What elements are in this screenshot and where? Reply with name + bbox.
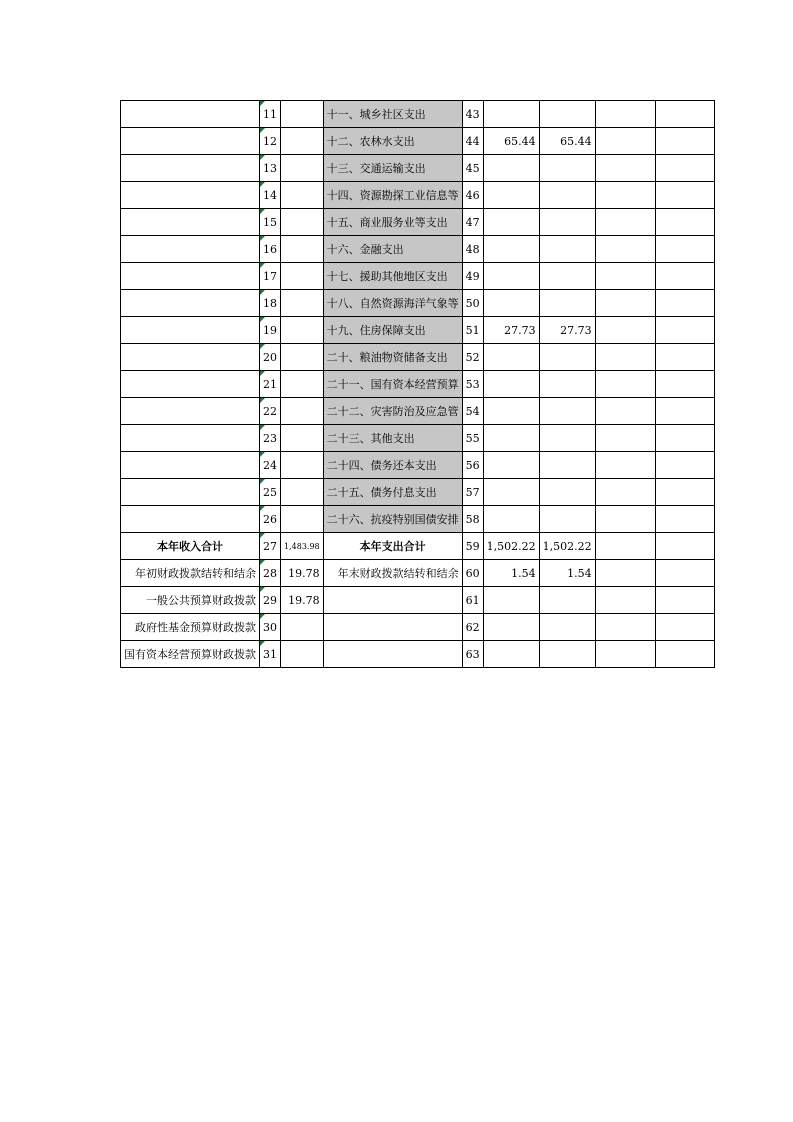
- expense-fund-budget-cell: [595, 533, 655, 560]
- income-line-number: 31: [260, 641, 281, 668]
- income-amount-cell: [281, 344, 324, 371]
- table-row: [121, 317, 715, 344]
- expense-total-cell: [483, 614, 539, 641]
- expense-line-number: 62: [462, 614, 483, 641]
- income-line-number: 27: [260, 533, 281, 560]
- expense-total-cell: [483, 587, 539, 614]
- expense-total-cell: [483, 641, 539, 668]
- expense-total-cell: [483, 371, 539, 398]
- income-item-cell: 本年收入合计: [121, 533, 260, 560]
- expense-total-cell: [483, 344, 539, 371]
- expense-line-number: 60: [462, 560, 483, 587]
- expense-fund-budget-cell: [595, 263, 655, 290]
- income-amount-cell: [281, 182, 324, 209]
- expense-line-number: 46: [462, 182, 483, 209]
- expense-total-cell: [483, 290, 539, 317]
- budget-table: [120, 100, 715, 668]
- income-amount-cell: [281, 317, 324, 344]
- income-amount-cell: [281, 506, 324, 533]
- expense-total-cell: [483, 452, 539, 479]
- expense-total-cell: [483, 155, 539, 182]
- expense-line-number: 47: [462, 209, 483, 236]
- table-row: [121, 614, 715, 641]
- expense-item-cell: 十五、商业服务业等支出: [323, 209, 462, 236]
- income-line-number: 15: [260, 209, 281, 236]
- income-line-number: 28: [260, 560, 281, 587]
- expense-general-budget-cell: [539, 290, 595, 317]
- expense-state-capital-cell: [655, 398, 714, 425]
- income-line-number: 11: [260, 101, 281, 128]
- expense-general-budget-cell: [539, 263, 595, 290]
- income-item-cell: 政府性基金预算财政拨款: [121, 614, 260, 641]
- expense-line-number: 43: [462, 101, 483, 128]
- expense-item-cell: 十九、住房保障支出: [323, 317, 462, 344]
- expense-fund-budget-cell: [595, 236, 655, 263]
- expense-fund-budget-cell: [595, 587, 655, 614]
- table-row: [121, 533, 715, 560]
- table-body: [121, 101, 715, 668]
- expense-general-budget-cell: [539, 344, 595, 371]
- income-line-number: 24: [260, 452, 281, 479]
- expense-state-capital-cell: [655, 236, 714, 263]
- income-line-number: 12: [260, 128, 281, 155]
- income-item-cell: [121, 155, 260, 182]
- income-amount-cell: [281, 263, 324, 290]
- table-row: [121, 425, 715, 452]
- expense-total-cell: [483, 506, 539, 533]
- expense-fund-budget-cell: [595, 506, 655, 533]
- income-item-cell: [121, 425, 260, 452]
- expense-general-budget-cell: [539, 398, 595, 425]
- income-line-number: 20: [260, 344, 281, 371]
- expense-item-cell: 十三、交通运输支出: [323, 155, 462, 182]
- expense-total-cell: 65.44: [483, 128, 539, 155]
- income-amount-cell: 19.78: [281, 587, 324, 614]
- expense-item-cell: 本年支出合计: [323, 533, 462, 560]
- income-item-cell: [121, 290, 260, 317]
- expense-line-number: 59: [462, 533, 483, 560]
- income-line-number: 30: [260, 614, 281, 641]
- expense-line-number: 58: [462, 506, 483, 533]
- expense-state-capital-cell: [655, 452, 714, 479]
- income-item-cell: [121, 479, 260, 506]
- expense-line-number: 63: [462, 641, 483, 668]
- expense-item-cell: 二十六、抗疫特别国债安排: [323, 506, 462, 533]
- expense-state-capital-cell: [655, 182, 714, 209]
- expense-total-cell: [483, 398, 539, 425]
- income-line-number: 23: [260, 425, 281, 452]
- income-amount-cell: 1,483.98: [281, 533, 324, 560]
- income-item-cell: [121, 506, 260, 533]
- expense-item-cell: 十二、农林水支出: [323, 128, 462, 155]
- expense-state-capital-cell: [655, 128, 714, 155]
- expense-state-capital-cell: [655, 344, 714, 371]
- income-item-cell: 一般公共预算财政拨款: [121, 587, 260, 614]
- expense-line-number: 48: [462, 236, 483, 263]
- expense-line-number: 56: [462, 452, 483, 479]
- income-amount-cell: [281, 398, 324, 425]
- expense-total-cell: [483, 236, 539, 263]
- expense-item-cell: [323, 641, 462, 668]
- income-line-number: 14: [260, 182, 281, 209]
- expense-line-number: 53: [462, 371, 483, 398]
- table-row: [121, 398, 715, 425]
- expense-fund-budget-cell: [595, 128, 655, 155]
- expense-item-cell: 二十二、灾害防治及应急管: [323, 398, 462, 425]
- expense-item-cell: 十四、资源勘探工业信息等: [323, 182, 462, 209]
- expense-general-budget-cell: [539, 506, 595, 533]
- income-line-number: 17: [260, 263, 281, 290]
- income-item-cell: [121, 182, 260, 209]
- expense-item-cell: [323, 614, 462, 641]
- income-line-number: 16: [260, 236, 281, 263]
- income-line-number: 25: [260, 479, 281, 506]
- income-item-cell: [121, 398, 260, 425]
- expense-general-budget-cell: 27.73: [539, 317, 595, 344]
- income-amount-cell: [281, 614, 324, 641]
- expense-fund-budget-cell: [595, 344, 655, 371]
- expense-line-number: 49: [462, 263, 483, 290]
- expense-fund-budget-cell: [595, 101, 655, 128]
- expense-state-capital-cell: [655, 533, 714, 560]
- expense-line-number: 61: [462, 587, 483, 614]
- expense-state-capital-cell: [655, 425, 714, 452]
- expense-general-budget-cell: [539, 236, 595, 263]
- expense-line-number: 50: [462, 290, 483, 317]
- expense-total-cell: [483, 263, 539, 290]
- income-item-cell: [121, 317, 260, 344]
- expense-general-budget-cell: [539, 209, 595, 236]
- expense-general-budget-cell: [539, 182, 595, 209]
- expense-fund-budget-cell: [595, 398, 655, 425]
- expense-fund-budget-cell: [595, 209, 655, 236]
- table-row: [121, 641, 715, 668]
- expense-state-capital-cell: [655, 479, 714, 506]
- income-amount-cell: [281, 371, 324, 398]
- expense-general-budget-cell: [539, 479, 595, 506]
- income-item-cell: [121, 236, 260, 263]
- income-line-number: 19: [260, 317, 281, 344]
- expense-total-cell: 27.73: [483, 317, 539, 344]
- expense-item-cell: 二十一、国有资本经营预算: [323, 371, 462, 398]
- income-amount-cell: [281, 425, 324, 452]
- expense-line-number: 45: [462, 155, 483, 182]
- table-row: [121, 101, 715, 128]
- income-item-cell: [121, 101, 260, 128]
- income-item-cell: [121, 263, 260, 290]
- expense-state-capital-cell: [655, 641, 714, 668]
- income-amount-cell: [281, 479, 324, 506]
- expense-general-budget-cell: 1,502.22: [539, 533, 595, 560]
- expense-total-cell: [483, 425, 539, 452]
- income-item-cell: [121, 209, 260, 236]
- income-line-number: 21: [260, 371, 281, 398]
- expense-item-cell: 年末财政拨款结转和结余: [323, 560, 462, 587]
- expense-general-budget-cell: [539, 587, 595, 614]
- table-row: [121, 290, 715, 317]
- expense-item-cell: 十一、城乡社区支出: [323, 101, 462, 128]
- expense-item-cell: 十七、援助其他地区支出: [323, 263, 462, 290]
- expense-fund-budget-cell: [595, 290, 655, 317]
- expense-state-capital-cell: [655, 290, 714, 317]
- income-amount-cell: 19.78: [281, 560, 324, 587]
- income-amount-cell: [281, 641, 324, 668]
- expense-state-capital-cell: [655, 371, 714, 398]
- expense-general-budget-cell: [539, 641, 595, 668]
- expense-item-cell: [323, 587, 462, 614]
- expense-line-number: 51: [462, 317, 483, 344]
- table-row: [121, 263, 715, 290]
- expense-fund-budget-cell: [595, 425, 655, 452]
- expense-general-budget-cell: [539, 101, 595, 128]
- expense-item-cell: 十六、金融支出: [323, 236, 462, 263]
- expense-fund-budget-cell: [595, 614, 655, 641]
- expense-general-budget-cell: [539, 452, 595, 479]
- expense-state-capital-cell: [655, 155, 714, 182]
- expense-fund-budget-cell: [595, 452, 655, 479]
- expense-general-budget-cell: [539, 425, 595, 452]
- expense-state-capital-cell: [655, 209, 714, 236]
- expense-total-cell: [483, 101, 539, 128]
- expense-state-capital-cell: [655, 506, 714, 533]
- table-row: [121, 155, 715, 182]
- expense-fund-budget-cell: [595, 182, 655, 209]
- expense-state-capital-cell: [655, 560, 714, 587]
- expense-state-capital-cell: [655, 101, 714, 128]
- income-amount-cell: [281, 155, 324, 182]
- income-amount-cell: [281, 209, 324, 236]
- table-row: [121, 560, 715, 587]
- expense-total-cell: 1.54: [483, 560, 539, 587]
- expense-fund-budget-cell: [595, 560, 655, 587]
- income-item-cell: 国有资本经营预算财政拨款: [121, 641, 260, 668]
- expense-fund-budget-cell: [595, 371, 655, 398]
- expense-fund-budget-cell: [595, 155, 655, 182]
- expense-item-cell: 二十三、其他支出: [323, 425, 462, 452]
- income-item-cell: 年初财政拨款结转和结余: [121, 560, 260, 587]
- income-item-cell: [121, 452, 260, 479]
- income-amount-cell: [281, 128, 324, 155]
- expense-general-budget-cell: 1.54: [539, 560, 595, 587]
- expense-total-cell: [483, 479, 539, 506]
- table-row: [121, 236, 715, 263]
- table-row: [121, 479, 715, 506]
- expense-item-cell: 二十五、债务付息支出: [323, 479, 462, 506]
- expense-total-cell: 1,502.22: [483, 533, 539, 560]
- income-item-cell: [121, 371, 260, 398]
- expense-item-cell: 二十四、债务还本支出: [323, 452, 462, 479]
- expense-item-cell: 十八、自然资源海洋气象等: [323, 290, 462, 317]
- expense-line-number: 55: [462, 425, 483, 452]
- expense-state-capital-cell: [655, 263, 714, 290]
- income-item-cell: [121, 344, 260, 371]
- expense-fund-budget-cell: [595, 479, 655, 506]
- expense-state-capital-cell: [655, 317, 714, 344]
- income-amount-cell: [281, 290, 324, 317]
- table-row: [121, 452, 715, 479]
- income-line-number: 18: [260, 290, 281, 317]
- expense-general-budget-cell: [539, 371, 595, 398]
- expense-general-budget-cell: [539, 614, 595, 641]
- expense-general-budget-cell: [539, 155, 595, 182]
- expense-fund-budget-cell: [595, 641, 655, 668]
- table-row: [121, 344, 715, 371]
- expense-line-number: 52: [462, 344, 483, 371]
- expense-general-budget-cell: 65.44: [539, 128, 595, 155]
- table-row: [121, 128, 715, 155]
- income-line-number: 26: [260, 506, 281, 533]
- expense-state-capital-cell: [655, 587, 714, 614]
- table-row: [121, 209, 715, 236]
- income-amount-cell: [281, 236, 324, 263]
- income-amount-cell: [281, 101, 324, 128]
- income-line-number: 13: [260, 155, 281, 182]
- expense-total-cell: [483, 209, 539, 236]
- table-row: [121, 506, 715, 533]
- expense-line-number: 44: [462, 128, 483, 155]
- expense-fund-budget-cell: [595, 317, 655, 344]
- table-row: [121, 587, 715, 614]
- table-row: [121, 182, 715, 209]
- expense-total-cell: [483, 182, 539, 209]
- income-line-number: 29: [260, 587, 281, 614]
- income-item-cell: [121, 128, 260, 155]
- expense-line-number: 54: [462, 398, 483, 425]
- income-line-number: 22: [260, 398, 281, 425]
- expense-line-number: 57: [462, 479, 483, 506]
- expense-state-capital-cell: [655, 614, 714, 641]
- income-amount-cell: [281, 452, 324, 479]
- expense-item-cell: 二十、粮油物资储备支出: [323, 344, 462, 371]
- table-row: [121, 371, 715, 398]
